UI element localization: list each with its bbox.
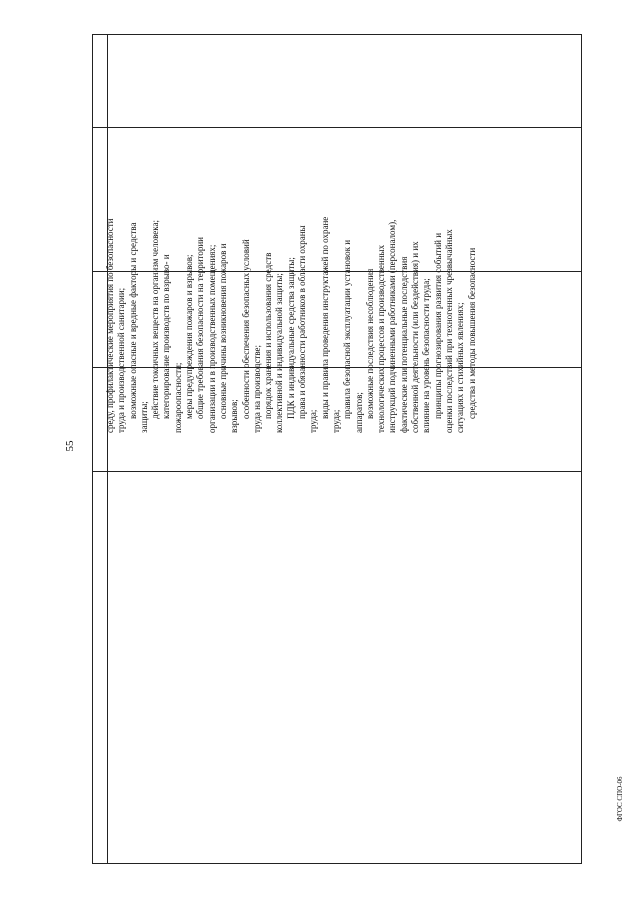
content-line: права и обязанности работников в области охраны bbox=[297, 225, 308, 419]
content-line: труда; bbox=[330, 409, 341, 433]
content-line: труда и производственной санитарии; bbox=[116, 287, 127, 433]
content-line: собственной деятельности (или бездействия) и их bbox=[410, 241, 421, 433]
content-line: коллективной и индивидуальной защиты; bbox=[274, 273, 285, 433]
footer-code: ФГОС СПО-06 bbox=[616, 776, 624, 822]
content-line: основные причины возникновения пожаров и bbox=[217, 243, 228, 419]
content-line: аппаратов; bbox=[353, 392, 364, 433]
content-line: труда на производстве; bbox=[251, 344, 262, 433]
curriculum-table bbox=[92, 34, 582, 864]
table-text-cell bbox=[93, 35, 581, 863]
content-line: меры предупреждения пожаров и взрывов; bbox=[184, 254, 195, 419]
content-line: действие токсичных веществ на организм человека; bbox=[150, 220, 161, 419]
content-line: возможные последствия несоблюдения bbox=[364, 268, 375, 419]
content-line: защиты; bbox=[138, 401, 149, 433]
content-line: труда; bbox=[308, 409, 319, 433]
content-line: особенности обеспечения безопасных условий bbox=[240, 239, 251, 419]
content-line: виды и правила проведения инструктажей по охране bbox=[319, 216, 330, 419]
content-line: инструкций подчиненными работниками (персоналом), bbox=[387, 219, 398, 433]
content-line: средства и методы повышения безопасности bbox=[466, 247, 477, 419]
content-line: ситуациях и стихийных явлениях; bbox=[455, 302, 466, 433]
content-line: взрывов; bbox=[229, 399, 240, 433]
content-line: фактические или потенциальные последствия bbox=[398, 256, 409, 433]
content-line: влияние на уровень безопасности труда; bbox=[421, 278, 432, 433]
content-line: возможные опасные и вредные факторы и средства bbox=[127, 222, 138, 419]
content-line: ПДК и индивидуальные средства защиты; bbox=[285, 257, 296, 419]
cell-content bbox=[105, 43, 565, 433]
content-line: среду, профилактические мероприятия по безопасности bbox=[105, 218, 115, 433]
content-line: общие требования безопасности на территории bbox=[195, 237, 206, 419]
content-line: принципы прогнозирования развития событий и bbox=[432, 232, 443, 419]
content-line: правила безопасной эксплуатации установок и bbox=[342, 239, 353, 419]
content-line: категорирование производств по взрыво- и bbox=[161, 254, 172, 419]
content-line: пожароопасности; bbox=[172, 362, 183, 433]
page-number: 55 bbox=[64, 440, 76, 452]
content-line: порядок хранения и использования средств bbox=[263, 252, 274, 419]
content-line: организации и в производственных помещениях; bbox=[206, 244, 217, 433]
content-line: технологических процессов и производственных bbox=[376, 244, 387, 433]
content-line: оценки последствий при техногенных чрезвычайных bbox=[443, 229, 454, 433]
